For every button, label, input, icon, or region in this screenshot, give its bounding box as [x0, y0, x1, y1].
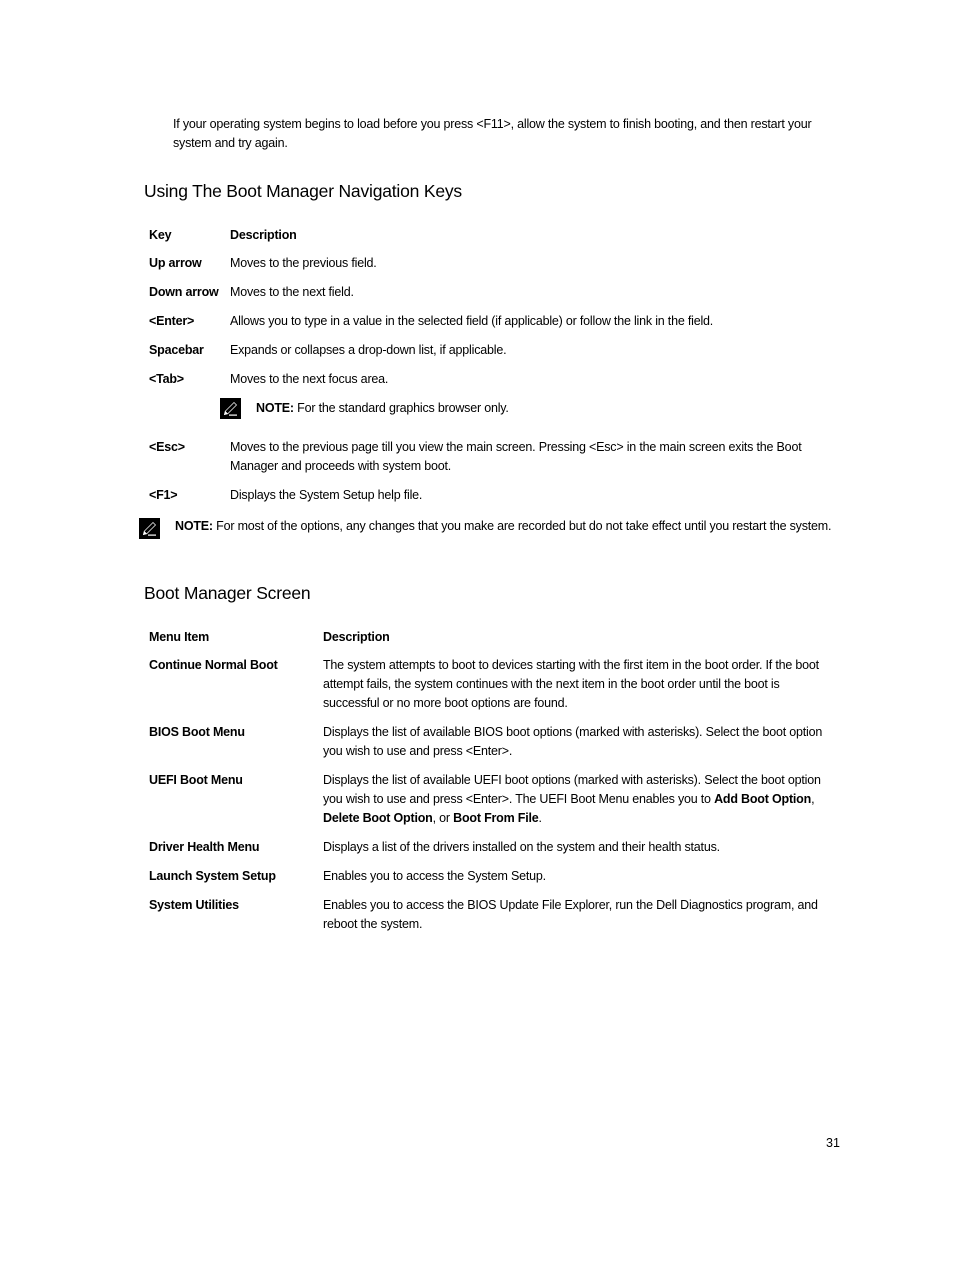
- key-esc: <Esc>: [149, 440, 185, 454]
- table-row: [149, 723, 839, 771]
- key-description: Moves to the previous field.: [230, 256, 377, 270]
- table-header-row: [149, 628, 839, 656]
- main-note: [139, 517, 839, 536]
- table-row: [149, 896, 839, 944]
- note-text: For most of the options, any changes that you make are recorded but do not take effect until you restart the system.: [212, 519, 832, 533]
- menu-item-continue-normal-boot: Continue Normal Boot: [149, 658, 278, 672]
- key-description: Moves to the next field.: [230, 285, 354, 299]
- table-row: [149, 771, 839, 838]
- note-label: NOTE:: [256, 401, 294, 415]
- menu-item-launch-system-setup: Launch System Setup: [149, 869, 276, 883]
- note-text: For the standard graphics browser only.: [293, 401, 509, 415]
- menu-item-bios-boot-menu: BIOS Boot Menu: [149, 725, 245, 739]
- table-header-row: [149, 226, 839, 254]
- table-row: [149, 486, 839, 515]
- note-pencil-icon: [139, 518, 160, 539]
- main-note-body: [139, 517, 839, 536]
- navigation-keys-heading: Using The Boot Manager Navigation Keys: [144, 181, 462, 201]
- table-row: [149, 283, 839, 312]
- table-row: [149, 254, 839, 283]
- table-row: [149, 838, 839, 867]
- key-down-arrow: Down arrow: [149, 285, 219, 299]
- key-tab: <Tab>: [149, 372, 184, 386]
- menu-item-driver-health-menu: Driver Health Menu: [149, 840, 260, 854]
- table-row: [149, 341, 839, 370]
- intro-paragraph: If your operating system begins to load before you press <F11>, allow the system to finish booting, and then restart your system and try again.: [173, 117, 812, 150]
- key-description: [230, 370, 839, 438]
- key-description: Moves to the previous page till you view the main screen. Pressing <Esc> in the main screen exits the Boot Manager and proceeds with system boot.: [230, 440, 802, 473]
- boot-manager-table: [149, 628, 839, 944]
- column-header-description: Description: [323, 630, 390, 644]
- menu-item-description: [323, 771, 839, 838]
- key-description: Expands or collapses a drop-down list, if applicable.: [230, 343, 507, 357]
- add-boot-option-term: Add Boot Option: [714, 792, 812, 806]
- key-description: Allows you to type in a value in the selected field (if applicable) or follow the link in the field.: [230, 314, 714, 328]
- menu-item-uefi-boot-menu: UEFI Boot Menu: [149, 773, 243, 787]
- column-header-menu-item: Menu Item: [149, 630, 210, 644]
- navigation-keys-table: [149, 226, 839, 515]
- description-text: Displays the list of available UEFI boot options (marked with asterisks). Select the boot option you wish to use and press <Enter>. The UEFI Boot Menu enables you to: [323, 773, 821, 806]
- table-row: [149, 312, 839, 341]
- menu-item-description: The system attempts to boot to devices starting with the first item in the boot order. If the boot attempt fails, the system continues with the next item in the boot order until the boot is successful or no more boot options are found.: [323, 658, 819, 710]
- menu-item-description: Displays the list of available BIOS boot options (marked with asterisks). Select the boot option you wish to use and press <Enter>.: [323, 725, 823, 758]
- table-row: [149, 867, 839, 896]
- boot-from-file-term: Boot From File: [453, 811, 539, 825]
- key-spacebar: Spacebar: [149, 343, 204, 357]
- description-text: .: [538, 811, 542, 825]
- key-enter: <Enter>: [149, 314, 195, 328]
- menu-item-description: Enables you to access the BIOS Update File Explorer, run the Dell Diagnostics program, and reboot the system.: [323, 898, 818, 931]
- menu-item-system-utilities: System Utilities: [149, 898, 239, 912]
- menu-item-description: Enables you to access the System Setup.: [323, 869, 546, 883]
- table-row: [149, 370, 839, 438]
- note-pencil-icon: [220, 398, 241, 419]
- note-label: NOTE:: [175, 519, 213, 533]
- column-header-key: Key: [149, 228, 172, 242]
- boot-manager-screen-heading: Boot Manager Screen: [144, 583, 311, 603]
- description-text: , or: [432, 811, 454, 825]
- tab-note: [220, 399, 839, 421]
- table-row: [149, 438, 839, 486]
- description-text: ,: [811, 792, 815, 806]
- key-f1: <F1>: [149, 488, 178, 502]
- key-up-arrow: Up arrow: [149, 256, 202, 270]
- key-description-text: Moves to the next focus area.: [230, 372, 389, 386]
- delete-boot-option-term: Delete Boot Option: [323, 811, 433, 825]
- column-header-description: Description: [230, 228, 297, 242]
- page-number: 31: [826, 1136, 840, 1150]
- key-description: Displays the System Setup help file.: [230, 488, 423, 502]
- table-row: [149, 656, 839, 723]
- menu-item-description: Displays a list of the drivers installed on the system and their health status.: [323, 840, 720, 854]
